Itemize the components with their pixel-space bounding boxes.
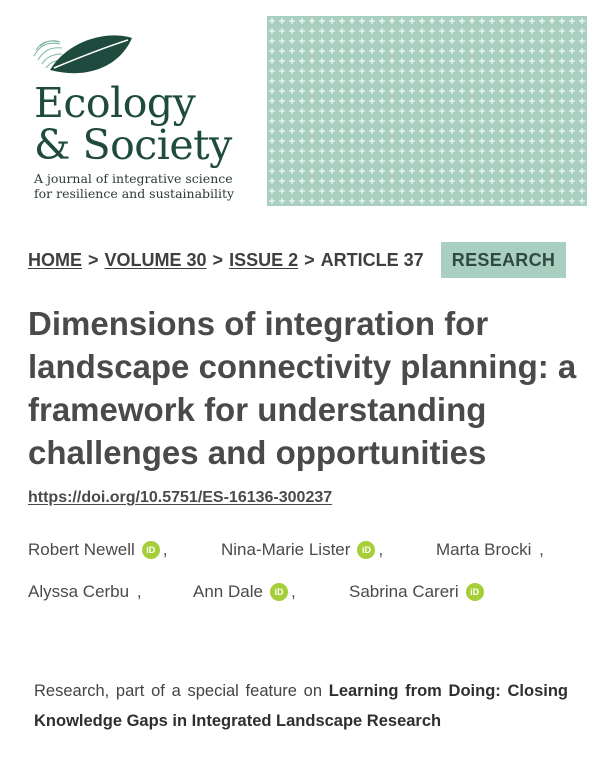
breadcrumb-separator: > (88, 249, 99, 270)
decorative-pattern (267, 16, 587, 206)
journal-name-line1: Ecology (34, 79, 196, 127)
author-name[interactable]: Sabrina Careri (349, 582, 459, 601)
author-item[interactable]: Marta Brocki , (436, 540, 544, 559)
feature-link[interactable]: Learning from Doing: Closing Knowledge Gaps in Integrated Landscape Research (34, 682, 568, 730)
breadcrumb-row (28, 242, 568, 278)
orcid-icon[interactable]: iD (466, 583, 484, 601)
special-feature-note (34, 676, 568, 736)
author-item[interactable]: Alyssa Cerbu , (28, 582, 142, 601)
breadcrumb-volume-link[interactable]: VOLUME 30 (104, 249, 207, 270)
orcid-icon[interactable]: iD (270, 583, 288, 601)
breadcrumb-separator: > (304, 249, 315, 270)
author-item[interactable]: Robert Newell iD , (28, 540, 168, 559)
journal-tagline (34, 171, 254, 201)
orcid-icon[interactable]: iD (142, 541, 160, 559)
leaf-logo-icon (28, 30, 138, 80)
author-item[interactable] (349, 582, 484, 602)
author-name[interactable]: Ann Dale (193, 582, 263, 601)
feature-prefix: Research, part of a special feature on (34, 682, 323, 700)
breadcrumb-home-link[interactable]: HOME (28, 249, 82, 270)
breadcrumb (28, 250, 424, 271)
journal-name-line2: & Society (34, 121, 232, 169)
breadcrumb-issue-link[interactable]: ISSUE 2 (229, 249, 299, 270)
doi-link[interactable]: https://doi.org/10.5751/ES-16136-300237 (28, 489, 333, 506)
article-title: Dimensions of integration for landscape connectivity planning: a framework for understanding challenges and opportunities (28, 305, 577, 471)
breadcrumb-current-article: ARTICLE 37 (320, 249, 424, 270)
tagline-line1: A journal of integrative science (34, 171, 233, 186)
author-name[interactable]: Marta Brocki (436, 540, 532, 559)
breadcrumb-separator: > (212, 249, 224, 270)
author-name[interactable]: Robert Newell (28, 540, 135, 559)
author-item[interactable]: Nina-Marie Lister iD , (221, 540, 384, 559)
journal-logo[interactable] (28, 30, 258, 205)
article-type-badge: RESEARCH (441, 242, 566, 278)
author-name[interactable]: Alyssa Cerbu (28, 582, 130, 601)
author-name[interactable]: Nina-Marie Lister (221, 540, 351, 559)
journal-name (34, 79, 232, 169)
orcid-icon[interactable]: iD (357, 541, 375, 559)
tagline-line2: for resilience and sustainability (34, 186, 235, 201)
author-item[interactable]: Ann Dale iD , (193, 582, 296, 601)
